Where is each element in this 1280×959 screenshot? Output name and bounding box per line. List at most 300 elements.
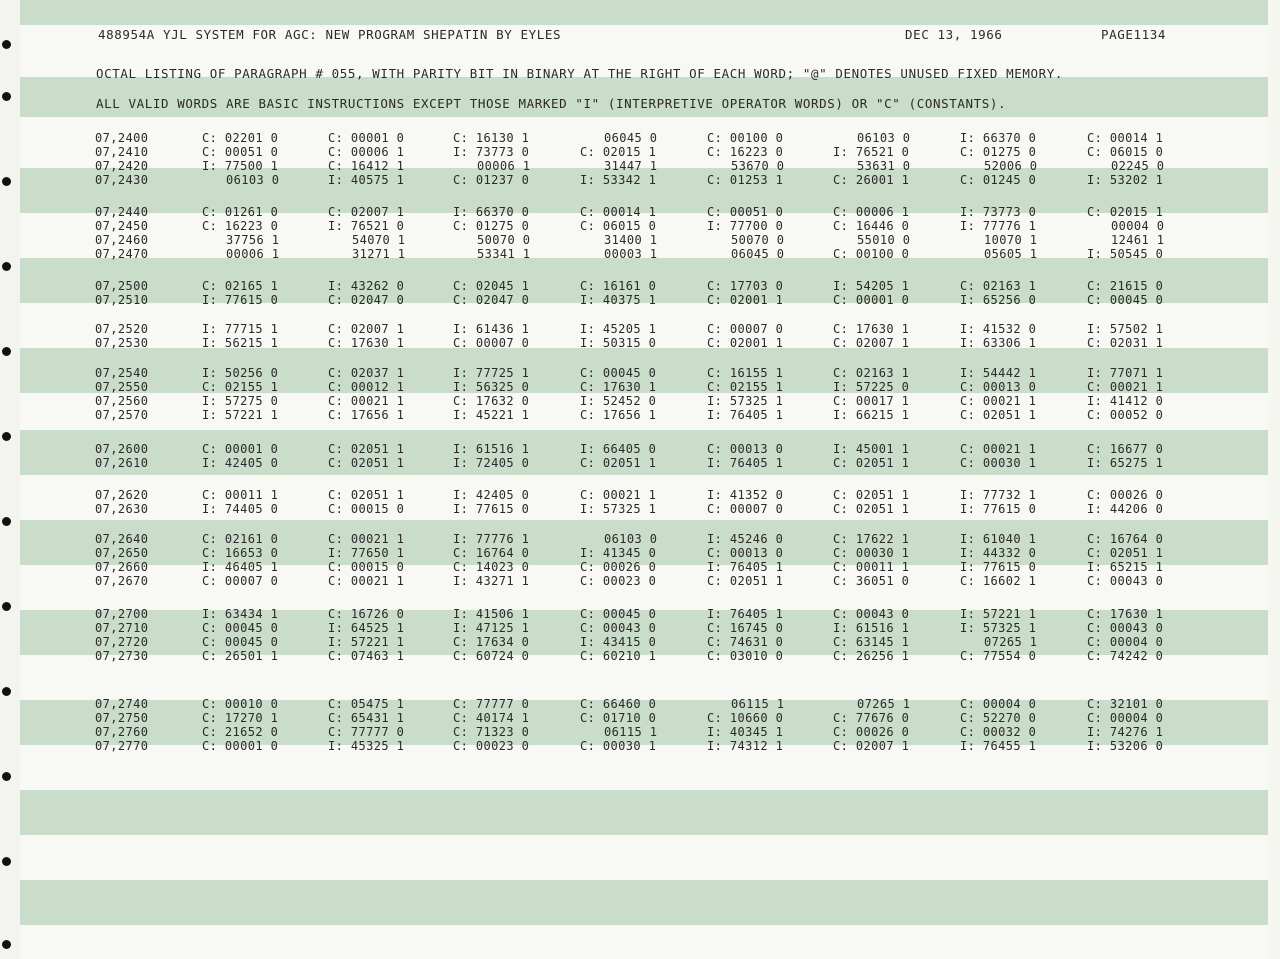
word-cell: C: 00007 0 (453, 336, 530, 350)
word-cell: I: 76405 1 (707, 607, 784, 621)
word-cell: C: 02163 1 (960, 279, 1037, 293)
word-cell: I: 66405 0 (580, 442, 657, 456)
listing-row (0, 219, 1248, 233)
listing-row (0, 621, 1248, 635)
word-cell: I: 61436 1 (453, 322, 530, 336)
word-cell: I: 40345 1 (707, 725, 784, 739)
word-cell: C: 00007 0 (202, 574, 279, 588)
address-cell: 07,2770 (95, 739, 149, 753)
word-cell: C: 00021 1 (328, 532, 405, 546)
word-cell: C: 00051 0 (202, 145, 279, 159)
word-cell: 31400 1 (604, 233, 658, 247)
word-cell: C: 00012 1 (328, 380, 405, 394)
word-cell: 06103 0 (226, 173, 280, 187)
word-cell: C: 16130 1 (453, 131, 530, 145)
word-cell: 00006 1 (226, 247, 280, 261)
word-cell: C: 16602 1 (960, 574, 1037, 588)
address-cell: 07,2730 (95, 649, 149, 663)
word-cell: 54070 1 (352, 233, 406, 247)
word-cell: C: 16726 0 (328, 607, 405, 621)
word-cell: C: 16677 0 (1087, 442, 1164, 456)
listing-row (0, 394, 1248, 408)
word-cell: I: 42405 0 (453, 488, 530, 502)
word-cell: I: 50315 0 (580, 336, 657, 350)
word-cell: C: 02161 0 (202, 532, 279, 546)
word-cell: C: 00045 0 (1087, 293, 1164, 307)
word-cell: I: 45205 1 (580, 322, 657, 336)
word-cell: C: 02037 1 (328, 366, 405, 380)
word-cell: I: 54205 1 (833, 279, 910, 293)
word-cell: C: 07463 1 (328, 649, 405, 663)
word-cell: C: 06015 0 (580, 219, 657, 233)
intro-line-2: ALL VALID WORDS ARE BASIC INSTRUCTIONS EXCEPT THOSE MARKED "I" (INTERPRETIVE OPERATOR WORDS) OR "C" (CONSTANTS). (96, 96, 1007, 111)
listing-row (0, 145, 1248, 159)
tractor-hole (2, 262, 11, 271)
word-cell: I: 43271 1 (453, 574, 530, 588)
word-cell: C: 17632 0 (453, 394, 530, 408)
word-cell: I: 57275 0 (202, 394, 279, 408)
word-cell: I: 57325 1 (580, 502, 657, 516)
word-cell: C: 16412 1 (328, 159, 405, 173)
green-band (20, 880, 1268, 925)
word-cell: C: 00015 0 (328, 560, 405, 574)
word-cell: C: 05475 1 (328, 697, 405, 711)
listing-row (0, 649, 1248, 663)
listing-title: 488954A YJL SYSTEM FOR AGC: NEW PROGRAM SHEPATIN BY EYLES (98, 27, 562, 42)
word-cell: C: 00006 1 (833, 205, 910, 219)
word-cell: C: 02165 1 (202, 279, 279, 293)
word-cell: I: 57221 1 (960, 607, 1037, 621)
listing-row (0, 173, 1248, 187)
word-cell: I: 43262 0 (328, 279, 405, 293)
word-cell: 50070 0 (731, 233, 785, 247)
word-cell: C: 00021 1 (960, 442, 1037, 456)
word-cell: C: 02015 1 (580, 145, 657, 159)
listing-row (0, 293, 1248, 307)
word-cell: 07265 1 (857, 697, 911, 711)
tractor-hole (2, 92, 11, 101)
word-cell: C: 02051 1 (580, 456, 657, 470)
word-cell: C: 01275 0 (960, 145, 1037, 159)
word-cell: C: 52270 0 (960, 711, 1037, 725)
word-cell: C: 00026 0 (1087, 488, 1164, 502)
word-cell: C: 77777 0 (328, 725, 405, 739)
address-cell: 07,2420 (95, 159, 149, 173)
word-cell: I: 50545 0 (1087, 247, 1164, 261)
word-cell: I: 66215 1 (833, 408, 910, 422)
word-cell: I: 56325 0 (453, 380, 530, 394)
word-cell: C: 00100 0 (707, 131, 784, 145)
word-cell: C: 00015 0 (328, 502, 405, 516)
listing-row (0, 607, 1248, 621)
page-number: PAGE1134 (1101, 27, 1167, 42)
word-cell: 02245 0 (1111, 159, 1165, 173)
word-cell: C: 01237 0 (453, 173, 530, 187)
address-cell: 07,2430 (95, 173, 149, 187)
word-cell: C: 00007 0 (707, 322, 784, 336)
address-cell: 07,2410 (95, 145, 149, 159)
word-cell: I: 43415 0 (580, 635, 657, 649)
word-cell: C: 16745 0 (707, 621, 784, 635)
word-cell: 06103 0 (857, 131, 911, 145)
listing-row (0, 247, 1248, 261)
word-cell: I: 74276 1 (1087, 725, 1164, 739)
address-cell: 07,2630 (95, 502, 149, 516)
word-cell: C: 65431 1 (328, 711, 405, 725)
word-cell: C: 02155 1 (707, 380, 784, 394)
address-cell: 07,2510 (95, 293, 149, 307)
address-cell: 07,2550 (95, 380, 149, 394)
word-cell: 07265 1 (984, 635, 1038, 649)
listing-row (0, 739, 1248, 753)
word-cell: I: 65215 1 (1087, 560, 1164, 574)
word-cell: I: 57325 1 (960, 621, 1037, 635)
word-cell: C: 63145 1 (833, 635, 910, 649)
word-cell: 31447 1 (604, 159, 658, 173)
listing-row (0, 635, 1248, 649)
word-cell: I: 76521 0 (833, 145, 910, 159)
word-cell: I: 76405 1 (707, 408, 784, 422)
listing-row (0, 456, 1248, 470)
word-cell: I: 56215 1 (202, 336, 279, 350)
word-cell: C: 60210 1 (580, 649, 657, 663)
word-cell: I: 42405 0 (202, 456, 279, 470)
green-band (20, 790, 1268, 835)
address-cell: 07,2530 (95, 336, 149, 350)
word-cell: I: 40375 1 (580, 293, 657, 307)
word-cell: C: 00001 0 (328, 131, 405, 145)
word-cell: C: 00032 0 (960, 725, 1037, 739)
word-cell: I: 41532 0 (960, 322, 1037, 336)
word-cell: 06103 0 (604, 532, 658, 546)
word-cell: I: 76405 1 (707, 560, 784, 574)
address-cell: 07,2540 (95, 366, 149, 380)
word-cell: C: 17622 1 (833, 532, 910, 546)
address-cell: 07,2450 (95, 219, 149, 233)
word-cell: C: 66460 0 (580, 697, 657, 711)
word-cell: C: 16223 0 (202, 219, 279, 233)
word-cell: C: 02051 1 (707, 574, 784, 588)
address-cell: 07,2460 (95, 233, 149, 247)
word-cell: C: 01245 0 (960, 173, 1037, 187)
address-cell: 07,2560 (95, 394, 149, 408)
word-cell: C: 02001 1 (707, 293, 784, 307)
listing-row (0, 546, 1248, 560)
word-cell: I: 72405 0 (453, 456, 530, 470)
word-cell: C: 26501 1 (202, 649, 279, 663)
word-cell: I: 46405 1 (202, 560, 279, 574)
listing-row (0, 380, 1248, 394)
address-cell: 07,2610 (95, 456, 149, 470)
listing-row (0, 366, 1248, 380)
word-cell: 50070 0 (477, 233, 531, 247)
word-cell: I: 57221 1 (328, 635, 405, 649)
word-cell: 00003 1 (604, 247, 658, 261)
word-cell: 55010 0 (857, 233, 911, 247)
listing-row (0, 442, 1248, 456)
word-cell: C: 02051 1 (833, 488, 910, 502)
word-cell: I: 45001 1 (833, 442, 910, 456)
word-cell: I: 44332 0 (960, 546, 1037, 560)
word-cell: C: 77676 0 (833, 711, 910, 725)
word-cell: I: 50256 0 (202, 366, 279, 380)
address-cell: 07,2400 (95, 131, 149, 145)
word-cell: 31271 1 (352, 247, 406, 261)
word-cell: C: 02051 1 (833, 502, 910, 516)
word-cell: C: 17703 0 (707, 279, 784, 293)
word-cell: C: 60724 0 (453, 649, 530, 663)
word-cell: C: 14023 0 (453, 560, 530, 574)
address-cell: 07,2700 (95, 607, 149, 621)
word-cell: C: 17630 1 (328, 336, 405, 350)
word-cell: C: 00001 0 (202, 442, 279, 456)
address-cell: 07,2520 (95, 322, 149, 336)
word-cell: I: 61040 1 (960, 532, 1037, 546)
word-cell: C: 00026 0 (833, 725, 910, 739)
word-cell: C: 00011 1 (833, 560, 910, 574)
word-cell: I: 77776 1 (960, 219, 1037, 233)
word-cell: I: 53342 1 (580, 173, 657, 187)
word-cell: C: 02051 1 (328, 488, 405, 502)
word-cell: 53341 1 (477, 247, 531, 261)
listing-row (0, 488, 1248, 502)
word-cell: C: 16653 0 (202, 546, 279, 560)
word-cell: I: 77732 1 (960, 488, 1037, 502)
tractor-hole (2, 857, 11, 866)
listing-row (0, 560, 1248, 574)
word-cell: I: 45246 0 (707, 532, 784, 546)
word-cell: C: 00051 0 (707, 205, 784, 219)
address-cell: 07,2500 (95, 279, 149, 293)
word-cell: C: 02051 1 (1087, 546, 1164, 560)
word-cell: I: 66370 0 (960, 131, 1037, 145)
word-cell: 05605 1 (984, 247, 1038, 261)
word-cell: C: 02051 1 (960, 408, 1037, 422)
word-cell: I: 77615 0 (960, 560, 1037, 574)
word-cell: 06115 1 (604, 725, 658, 739)
word-cell: I: 77071 1 (1087, 366, 1164, 380)
word-cell: 00006 1 (477, 159, 531, 173)
listing-row (0, 725, 1248, 739)
word-cell: C: 00014 1 (1087, 131, 1164, 145)
word-cell: 53670 0 (731, 159, 785, 173)
word-cell: C: 02007 1 (328, 322, 405, 336)
word-cell: C: 00026 0 (580, 560, 657, 574)
word-cell: C: 00030 1 (580, 739, 657, 753)
word-cell: C: 00017 1 (833, 394, 910, 408)
word-cell: C: 02163 1 (833, 366, 910, 380)
word-cell: C: 00013 0 (707, 442, 784, 456)
word-cell: C: 00010 0 (202, 697, 279, 711)
word-cell: C: 02007 1 (833, 336, 910, 350)
word-cell: I: 57325 1 (707, 394, 784, 408)
word-cell: C: 00100 0 (833, 247, 910, 261)
word-cell: 00004 0 (1111, 219, 1165, 233)
word-cell: I: 40575 1 (328, 173, 405, 187)
word-cell: 12461 1 (1111, 233, 1165, 247)
word-cell: C: 17656 1 (580, 408, 657, 422)
word-cell: C: 16155 1 (707, 366, 784, 380)
address-cell: 07,2710 (95, 621, 149, 635)
word-cell: C: 02007 1 (833, 739, 910, 753)
word-cell: C: 06015 0 (1087, 145, 1164, 159)
word-cell: C: 00021 1 (328, 574, 405, 588)
word-cell: I: 63434 1 (202, 607, 279, 621)
listing-row (0, 322, 1248, 336)
listing-row (0, 408, 1248, 422)
tractor-hole (2, 687, 11, 696)
listing-row (0, 502, 1248, 516)
word-cell: C: 02007 1 (328, 205, 405, 219)
word-cell: C: 00004 0 (1087, 635, 1164, 649)
word-cell: C: 00052 0 (1087, 408, 1164, 422)
word-cell: I: 66370 0 (453, 205, 530, 219)
word-cell: I: 41506 1 (453, 607, 530, 621)
word-cell: C: 01253 1 (707, 173, 784, 187)
listing-row (0, 131, 1248, 145)
green-band (20, 0, 1268, 25)
word-cell: C: 16764 0 (1087, 532, 1164, 546)
word-cell: C: 74242 0 (1087, 649, 1164, 663)
word-cell: C: 02051 1 (833, 456, 910, 470)
word-cell: C: 03010 0 (707, 649, 784, 663)
word-cell: C: 00013 0 (707, 546, 784, 560)
word-cell: I: 74405 0 (202, 502, 279, 516)
word-cell: I: 64525 1 (328, 621, 405, 635)
word-cell: C: 17630 1 (580, 380, 657, 394)
listing-row (0, 336, 1248, 350)
address-cell: 07,2660 (95, 560, 149, 574)
tractor-hole (2, 432, 11, 441)
listing-row (0, 697, 1248, 711)
word-cell: I: 77700 0 (707, 219, 784, 233)
address-cell: 07,2720 (95, 635, 149, 649)
word-cell: C: 02051 1 (328, 456, 405, 470)
address-cell: 07,2600 (95, 442, 149, 456)
word-cell: C: 00007 0 (707, 502, 784, 516)
word-cell: C: 00023 0 (580, 574, 657, 588)
word-cell: C: 02155 1 (202, 380, 279, 394)
tractor-hole (2, 940, 11, 949)
word-cell: I: 57221 1 (202, 408, 279, 422)
word-cell: C: 00043 0 (580, 621, 657, 635)
word-cell: C: 00021 1 (580, 488, 657, 502)
listing-date: DEC 13, 1966 (905, 27, 1003, 42)
address-cell: 07,2570 (95, 408, 149, 422)
word-cell: C: 77554 0 (960, 649, 1037, 663)
word-cell: C: 16161 0 (580, 279, 657, 293)
word-cell: I: 76455 1 (960, 739, 1037, 753)
word-cell: C: 17656 1 (328, 408, 405, 422)
word-cell: C: 00004 0 (1087, 711, 1164, 725)
word-cell: C: 02047 0 (453, 293, 530, 307)
word-cell: I: 47125 1 (453, 621, 530, 635)
word-cell: C: 00021 1 (328, 394, 405, 408)
word-cell: 10070 1 (984, 233, 1038, 247)
word-cell: C: 00013 0 (960, 380, 1037, 394)
word-cell: I: 77715 1 (202, 322, 279, 336)
word-cell: C: 26001 1 (833, 173, 910, 187)
word-cell: I: 77615 0 (960, 502, 1037, 516)
word-cell: C: 32101 0 (1087, 697, 1164, 711)
word-cell: C: 02047 0 (328, 293, 405, 307)
word-cell: C: 26256 1 (833, 649, 910, 663)
listing-row (0, 711, 1248, 725)
word-cell: I: 77615 0 (202, 293, 279, 307)
word-cell: 06045 0 (731, 247, 785, 261)
word-cell: C: 02201 0 (202, 131, 279, 145)
address-cell: 07,2440 (95, 205, 149, 219)
word-cell: C: 00001 0 (833, 293, 910, 307)
word-cell: I: 63306 1 (960, 336, 1037, 350)
word-cell: I: 54442 1 (960, 366, 1037, 380)
word-cell: 53631 0 (857, 159, 911, 173)
word-cell: 06115 1 (731, 697, 785, 711)
address-cell: 07,2740 (95, 697, 149, 711)
word-cell: C: 01275 0 (453, 219, 530, 233)
word-cell: C: 00011 1 (202, 488, 279, 502)
word-cell: I: 74312 1 (707, 739, 784, 753)
word-cell: C: 00030 1 (833, 546, 910, 560)
word-cell: C: 16223 0 (707, 145, 784, 159)
word-cell: C: 02031 1 (1087, 336, 1164, 350)
listing-row (0, 574, 1248, 588)
word-cell: C: 16764 0 (453, 546, 530, 560)
word-cell: C: 00043 0 (1087, 621, 1164, 635)
word-cell: I: 77615 0 (453, 502, 530, 516)
word-cell: C: 10660 0 (707, 711, 784, 725)
word-cell: C: 00043 0 (1087, 574, 1164, 588)
word-cell: 52006 0 (984, 159, 1038, 173)
word-cell: I: 77500 1 (202, 159, 279, 173)
word-cell: C: 01710 0 (580, 711, 657, 725)
word-cell: C: 00004 0 (960, 697, 1037, 711)
word-cell: C: 00045 0 (202, 635, 279, 649)
listing-row (0, 532, 1248, 546)
tractor-hole (2, 772, 11, 781)
word-cell: C: 16446 0 (833, 219, 910, 233)
word-cell: I: 41412 0 (1087, 394, 1164, 408)
tractor-hole (2, 40, 11, 49)
word-cell: I: 77650 1 (328, 546, 405, 560)
word-cell: C: 00021 1 (1087, 380, 1164, 394)
word-cell: I: 65275 1 (1087, 456, 1164, 470)
word-cell: C: 01261 0 (202, 205, 279, 219)
listing-row (0, 233, 1248, 247)
intro-line-1: OCTAL LISTING OF PARAGRAPH # 055, WITH PARITY BIT IN BINARY AT THE RIGHT OF EACH WORD; "@" DENOTES UNUSED FIXED MEMORY. (96, 66, 1063, 81)
word-cell: C: 21615 0 (1087, 279, 1164, 293)
word-cell: C: 00023 0 (453, 739, 530, 753)
word-cell: C: 21652 0 (202, 725, 279, 739)
word-cell: C: 02001 1 (707, 336, 784, 350)
word-cell: C: 74631 0 (707, 635, 784, 649)
address-cell: 07,2650 (95, 546, 149, 560)
word-cell: I: 57225 0 (833, 380, 910, 394)
word-cell: I: 73773 0 (453, 145, 530, 159)
address-cell: 07,2470 (95, 247, 149, 261)
word-cell: C: 02051 1 (328, 442, 405, 456)
word-cell: I: 52452 0 (580, 394, 657, 408)
word-cell: I: 61516 1 (453, 442, 530, 456)
word-cell: I: 73773 0 (960, 205, 1037, 219)
address-cell: 07,2670 (95, 574, 149, 588)
listing-row (0, 205, 1248, 219)
word-cell: C: 02015 1 (1087, 205, 1164, 219)
word-cell: I: 44206 0 (1087, 502, 1164, 516)
word-cell: C: 77777 0 (453, 697, 530, 711)
tractor-hole (2, 517, 11, 526)
word-cell: C: 00043 0 (833, 607, 910, 621)
